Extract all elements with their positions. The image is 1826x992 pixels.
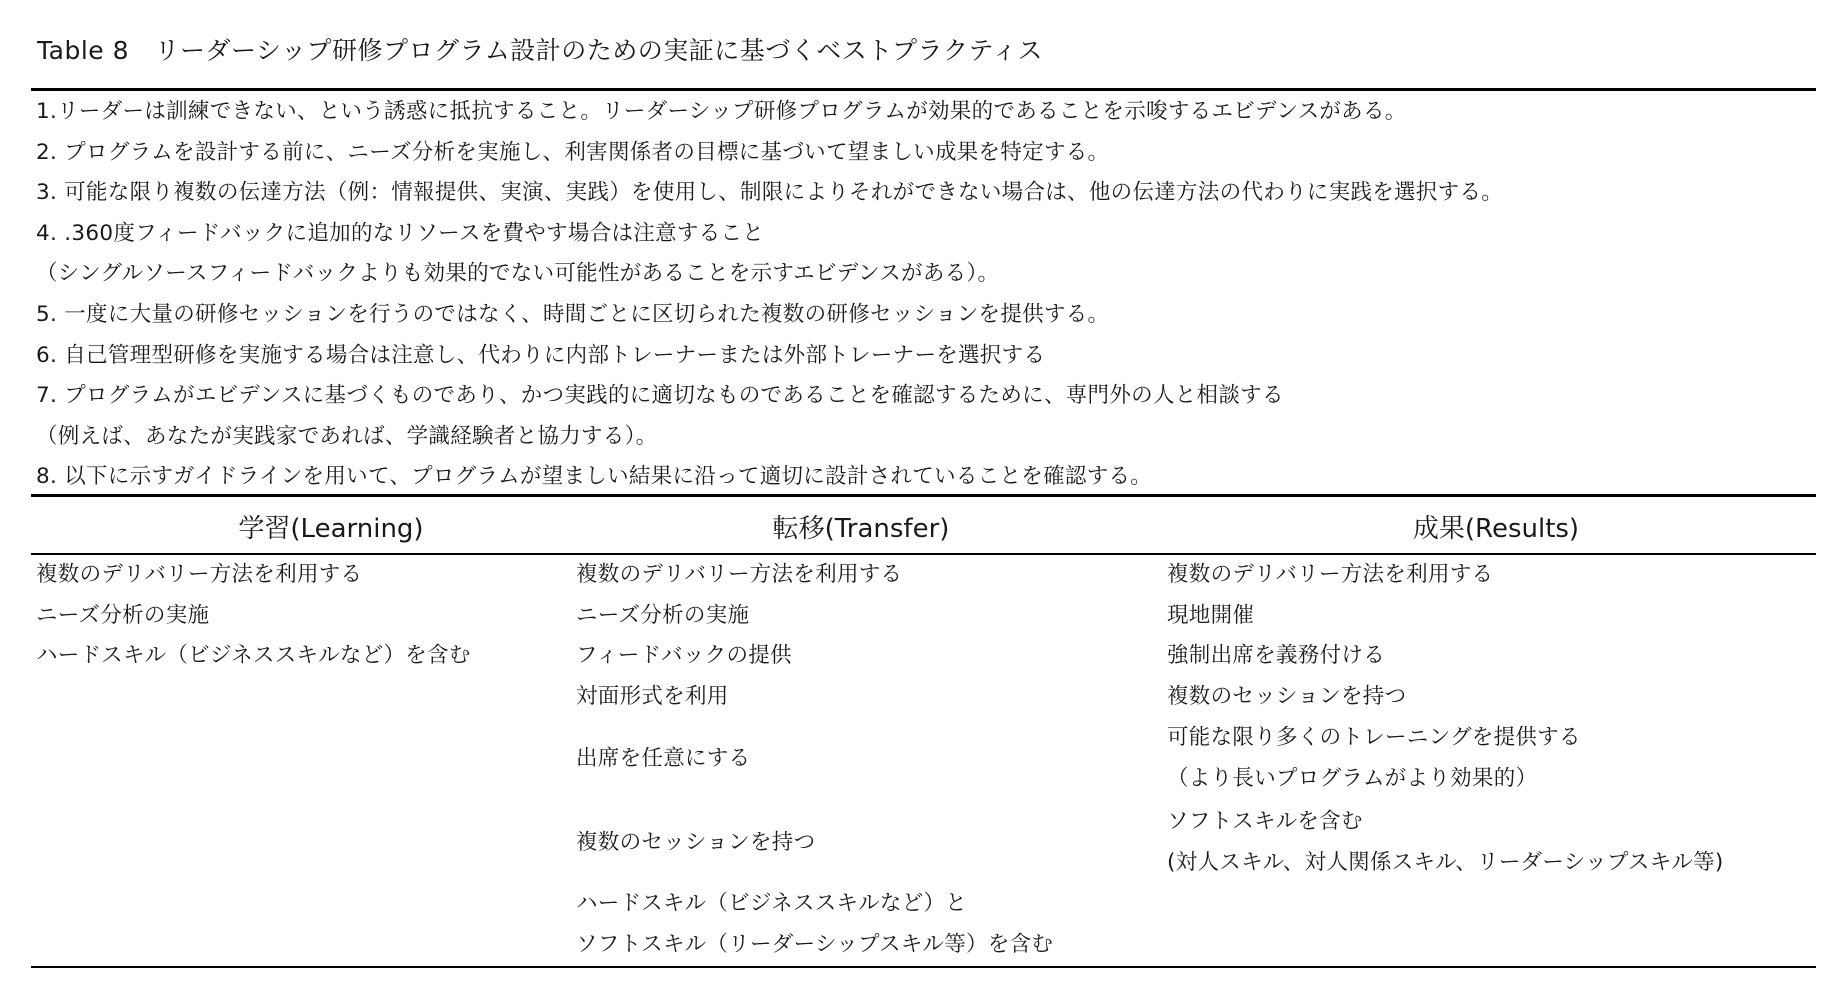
results-item-continuation: （より長いプログラムがより効果的） [1167,766,1538,791]
practice-item: 2. プログラムを設計する前に、ニーズ分析を実施し、利害関係者の目標に基づいて望ましい成果を特定する。 [36,139,1110,165]
practice-item: 8. 以下に示すガイドラインを用いて、プログラムが望ましい結果に沿って適切に設計されていることを確認する。 [36,464,1153,490]
practice-item-continuation: （例えば、あなたが実践家であれば、学識経験者と協力する）。 [36,423,658,449]
transfer-item: ニーズ分析の実施 [576,603,750,628]
column-header-learning: 学習(Learning) [238,514,424,544]
table-title: Table 8 リーダーシップ研修プログラム設計のための実証に基づくベストプラクティス [37,36,1044,65]
learning-item: ニーズ分析の実施 [36,603,210,628]
transfer-item: フィードバックの提供 [576,643,792,668]
transfer-item: 複数のデリバリー方法を利用する [576,562,903,587]
results-item: 強制出席を義務付ける [1167,643,1386,668]
practice-item: 5. 一度に大量の研修セッションを行うのではなく、時間ごとに区切られた複数の研修セッションを提供する。 [36,301,1110,327]
results-item-continuation: (対人スキル、対人関係スキル、リーダーシップスキル等) [1167,850,1724,875]
practice-item: 7. プログラムがエビデンスに基づくものであり、かつ実践的に適切なものであることを確認するために、専門外の人と相談する [36,383,1284,409]
transfer-item: 複数のセッションを持つ [576,830,816,855]
practice-item: 1.リーダーは訓練できない、という誘惑に抵抗すること。リーダーシップ研修プログラムが効果的であることを示唆するエビデンスがある。 [36,99,1407,124]
transfer-item: ハードスキル（ビジネススキルなど）と [576,891,968,916]
results-item: 現地開催 [1167,603,1255,628]
practice-item: 6. 自己管理型研修を実施する場合は注意し、代わりに内部トレーナーまたは外部トレーナーを選択する [36,342,1046,368]
practice-item-continuation: （シングルソースフィードバックよりも効果的でない可能性があることを示すエビデンスがある）。 [36,261,1000,287]
results-item: 複数のデリバリー方法を利用する [1167,562,1494,587]
transfer-item: 対面形式を利用 [576,684,729,709]
column-header-results: 成果(Results) [1412,514,1580,544]
bottom-rule [31,966,1816,968]
transfer-item-continuation: ソフトスキル（リーダーシップスキル等）を含む [576,932,1054,957]
transfer-item: 出席を任意にする [576,746,751,771]
learning-item: 複数のデリバリー方法を利用する [36,562,363,587]
section-rule [31,494,1816,497]
results-item: 可能な限り多くのトレーニングを提供する [1167,725,1581,750]
practice-item: 3. 可能な限り複数の伝達方法（例：情報提供、実演、実践）を使用し、制限によりそれができない場合は、他の伝達方法の代わりに実践を選択する。 [36,180,1504,206]
results-item: 複数のセッションを持つ [1167,684,1407,709]
practice-item: 4. .360度フィードバックに追加的なリソースを費やす場合は注意すること [36,220,765,246]
top-rule [31,88,1816,91]
results-item: ソフトスキルを含む [1167,809,1363,834]
learning-item: ハードスキル（ビジネススキルなど）を含む [36,643,471,668]
column-header-transfer: 転移(Transfer) [772,514,950,544]
practice-list [36,92,1796,498]
